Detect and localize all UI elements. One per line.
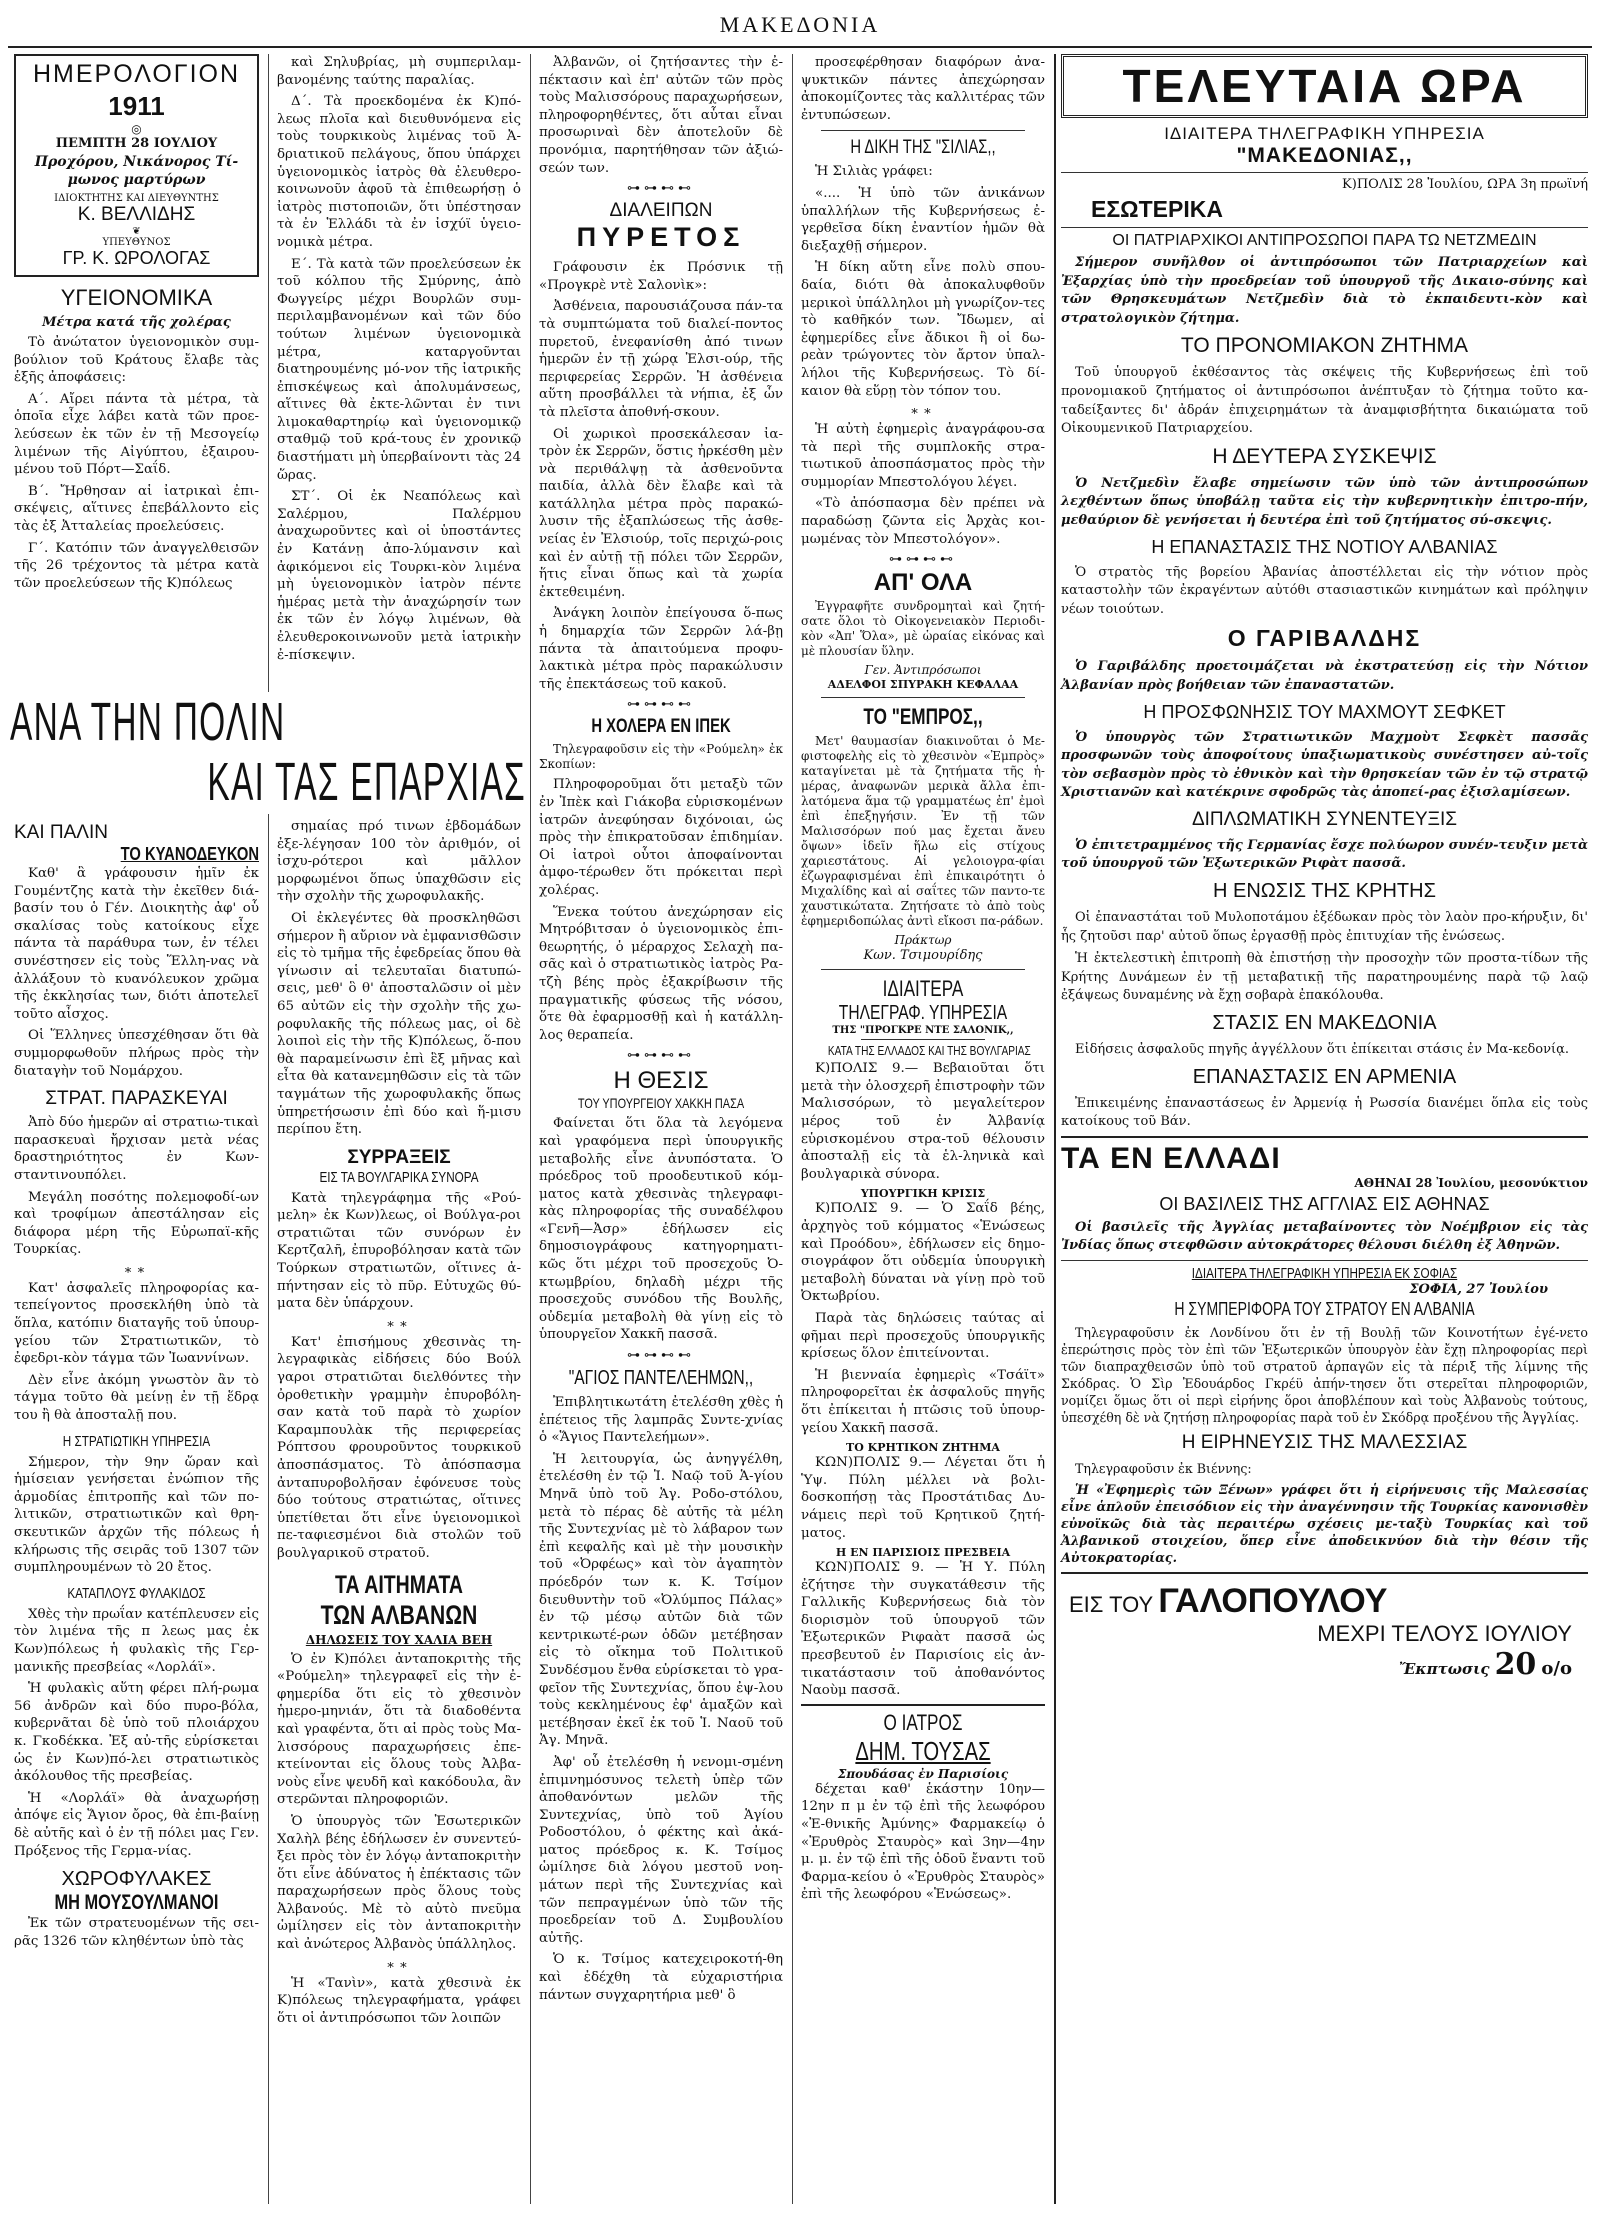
masthead-title: ΜΑΚΕΔΟΝΙΑ <box>719 12 881 37</box>
paragraph: Καθ' ἃ γράφουσιν ἡμῖν ἐκ Γουμέντζης κατὰ τὴν ἐκεῖθεν διά-βασίν του ὁ Γέν. Διοικητὴς ἀφ' οὗ σκαλίσας τοὺς κατοίκους εἶχε πάντα τὰ παράθυρα των, ἐν τέλει συνέστησεν εἰς τοὺς Ἕλλη-νας νὰ ἀλλάξουν τὸ κυανόλευκον χρῶμα τῆς ἐκκλησίας των, διότι ἀποτελεῖ τοῦτο αἶσχος. <box>14 866 259 1022</box>
city-headline-line2: ΚΑΙ ΤΑΣ ΕΠΑΡΧΙΑΣ <box>207 752 526 812</box>
health-title: ΥΓΕΙΟΝΟΜΙΚΑ <box>60 285 213 310</box>
doctor-section <box>801 1710 1045 1904</box>
divider-rule <box>1061 1136 1588 1138</box>
divider-rule <box>1061 1260 1588 1261</box>
idiaitera-title3: ΤΗΣ "ΠΡΟΓΚΡΕ ΝΤΕ ΣΑΛΟΝΙΚ,, <box>832 1025 1014 1037</box>
paragraph: Κατ' ἀσφαλεῖς πληροφορίας κα-τεπείγοντος προσεκλήθη ὑπὸ τὰ ὅπλα, κατόπιν διαταγῆς τοῦ ὑπουρ-γείου τῶν Στρατιωτικῶν, τὸ ἐφεδρι-κὸν τάγμα τῶν Ἰωαννίνων. <box>14 1280 259 1367</box>
fever-section <box>539 200 783 693</box>
gendarmes-title2: ΜΗ ΜΟΥΣΟΥΛΜΑΝΟΙ <box>54 1891 219 1915</box>
idiaitera-title2: ΤΗΛΕΓΡΑΦ. ΥΠΗΡΕΣΙΑ <box>838 1002 1008 1025</box>
ship-section <box>14 1585 259 1860</box>
paragraph: Δὲν εἶνε ἀκόμη γνωστὸν ἂν τὸ τάγμα τοῦτο θὰ μείνῃ ἐν τῇ ἕδρᾳ του ἢ θὰ ἀποσταλῇ που. <box>14 1372 259 1424</box>
malessia-title: Η ΕΙΡΗΝΕΥΣΙΣ ΤΗΣ ΜΑΛΕΣΣΙΑΣ <box>1181 1432 1468 1453</box>
paragraph: Ἡ δίκη αὕτη εἶνε πολὺ σπου-δαία, διότι θὰ ἀποκαλυφθοῦν μερικοὶ ὑπάλληλοι μὴ γνωρίζον-τες τὸ καθῆκόν των. Ἴδωμεν, αἱ ἐφημερίδες εἶνε ἄδικοι ἢ οἱ δω-ρεὰν τρώγοντες τὸν ἄρτον ὑπαλ-λήλοι τῆς Κυβερνήσεως. Τὸ δί-καιον θὰ εὕρῃ τὸν τόπον του. <box>801 260 1045 399</box>
paragraph: δέχεται καθ' ἑκάστην 10ην—12ην π μ ἐν τῷ ἐπὶ τῆς λεωφόρου «Ἐ-θνικῆς Ἀμύνης» Φαρμακείῳ ὁ «Ἐρυθρὸς Σταυρὸς» καὶ 3ην—4ην μ. μ. ἐν τῷ ἐπὶ τῆς ὁδοῦ ἔναντι τοῦ Φαρμα-κείου ὁ «Ἐρυθρὸς Σταυρὸς» ἐπὶ τῆς λεωφόρου «Ἑνώσεως». <box>801 1781 1045 1903</box>
column-3 <box>533 54 789 2204</box>
armenia-section <box>1061 1066 1588 1132</box>
ad-line1a: ΕΙΣ ΤΟΥ <box>1069 1592 1154 1617</box>
paraskevai-section <box>14 1088 259 1425</box>
doctor-sub: Σπουδάσας ἐν Παρισίοις <box>837 1766 1009 1781</box>
paragraph: Χθὲς τὴν πρωΐαν κατέπλευσεν εἰς τὸν λιμένα τῆς π λεως μας ἐκ Κων)πόλεως ἡ φυλακὶς τῆς Γερ-μανικῆς πρεσβείας «Λορλάϊ». <box>14 1606 259 1675</box>
paragraph: Ὁ ἐπιτετραμμένος τῆς Γερμανίας ἔσχε πολύωρον συνέν-τευξιν μετὰ τοῦ ὑπουργοῦ τῶν Ἐξωτερικῶν Ριφὰτ πασσᾶ. <box>1061 837 1588 872</box>
ad-line3c: ο/ο <box>1541 1658 1572 1679</box>
agent-label: Γεν. Ἀντιπρόσωποι <box>864 663 982 678</box>
paragraph: Α΄. Αἴρει πάντα τὰ μέτρα, τὰ ὁποῖα εἶχε λάβει κατὰ τῶν προε-λεύσεων ἐκ τῶν ἐν τῇ Μεσογείῳ λιμένων τῆς Αἰγύπτου, ἐξαιρου-μένου τοῦ Πόρτ—Σαΐδ. <box>14 391 259 478</box>
divider-rule <box>821 130 1025 131</box>
paragraph: Κ)ΠΟΛΙΣ 9.— Βεβαιοῦται ὅτι μετὰ τὴν ὁλοσχερῆ ἐπιστροφὴν τῶν Μαλισσόρων, τὸ μεγαλείτερον μέρος τοῦ ἐν Ἀλβανίᾳ εὑρισκομένου στρα-τοῦ θέλουσιν ἀποσταλῇ εἰς τὰ ἑλ-ληνικὰ καὶ βουλγαρικὰ σύνορα. <box>801 1061 1045 1182</box>
gendarmes-title1: ΧΩΡΟΦΥΛΑΚΕΣ <box>61 1868 212 1891</box>
idiaitera-sub4: Η ΕΝ ΠΑΡΙΣΙΟΙΣ ΠΡΕΣΒΕΙΑ <box>835 1546 1011 1560</box>
paragraph: Δ΄. Τὰ προεκδομένα ἐκ Κ)πό-λεως πλοῖα καὶ διευθυνόμενα εἰς τοὺς τουρκικοὺς λιμένας τοῦ Ἀ-δριατικοῦ πελάγους, ὅπου ὑπάρχει ὑγειονομικὸς ἰατρὸς θὰ ἐλευθερο-κοινωνοῦν ἀφοῦ τὰ ἐπιθεωρήσῃ ὁ ἰατρὸς πιστοποιῶν, ὅτι ὑπέστησαν τὰ ἐν Ἑλλάδι τὰ ἐν ἰσχύϊ ὑγειο-νομικὰ μέτρα. <box>277 94 521 250</box>
last-hour-title: ΤΕΛΕΥΤΑΙΑ ΩΡΑ <box>1122 60 1527 112</box>
ornament-icon: ∗∗ <box>123 1262 150 1278</box>
greece-sub: ΟΙ ΒΑΣΙΛΕΙΣ ΤΗΣ ΑΓΓΛΙΑΣ ΕΙΣ ΑΘΗΝΑΣ <box>1159 1193 1490 1214</box>
panteleimon-section <box>539 1367 783 2004</box>
ad-line1 <box>1069 1582 1580 1621</box>
sofia-title: ΙΔΙΑΙΤΕΡΑ ΤΗΛΕΓΡΑΦΙΚΗ ΥΠΗΡΕΣΙΑ ΕΚ ΣΟΦΙΑΣ <box>1191 1265 1458 1282</box>
ad-line3a: Ἔκπτωσις <box>1399 1660 1490 1678</box>
calendar-ornament-icon: ◎ <box>131 122 142 136</box>
paragraph: Ὁ στρατὸς τῆς βορείου Ἀβανίας ἀποστέλλεται εἰς τὴν νότιον πρὸς καταστολὴν τῶν ἐκραγέντων αὐτόθι στασιαστικῶν κινημάτων καὶ πρόληψιν νέων τοιούτων. <box>1061 564 1588 617</box>
paragraph: Ἀφ' οὗ ἐτελέσθη ἡ νενομι-σμένη ἐπιμνημόσυνος τελετὴ ὑπὲρ τῶν ἀποθανόντων μελῶν τῆς Συντεχνίας, ὑπὸ τοῦ Ἁγίου Ροδοστόλου, ὁ φέκτης καὶ ἀκά-ματος πρόεδρος κ. Κ. Τσίμος ὡμίλησε διὰ λόγου μεστοῦ νοη-μάτων περὶ τῆς Συντεχνίας καὶ τῶν πεπραγμένων ὑπὸ τῶν τῆς προεδρείαν τοῦ Δ. Συμβουλίου αὐτῆς. <box>539 1754 783 1946</box>
paragraph: ΚΩΝ)ΠΟΛΙΣ 9. — Ἡ Υ. Πύλη ἐζήτησε τὴν συγκατάθεσιν τῆς Γαλλικῆς Κυβερνήσεως διὰ τὸν διορισμὸν τοῦ ὑπουργοῦ τῶν Ἐξωτερικῶν Ριφαὰτ πασσᾶ ὡς πρεσβευτοῦ ἐν Παρισίοις εἰς ἀν-τικατάστασιν τοῦ ἀποθανόντος Ναοὺμ πασσᾶ. <box>801 1560 1045 1699</box>
paragraph: Ἕνεκα τούτου ἀνεχώρησαν εἰς Μητρόβιτσαν ὁ ὑγειονομικὸς ἐπι-θεωρητής, ὁ μέραρχος Σελαχὴ πα-σᾶς καὶ ὁ στρατιωτικὸς ἰατρὸς Ρα-τζὴ βέης πρὸς ἐξακρίβωσιν τῆς πραγματικῆς φύσεως τῆς νόσου, ὅτε θὰ ἐφαρμοσθῇ καὶ ἡ κατάλλη-λος θεραπεία. <box>539 904 783 1043</box>
second-title: Η ΔΕΥΤΕΡΑ ΣΥΣΚΕΨΙΣ <box>1212 444 1437 468</box>
kyanodeyk-section <box>14 822 259 1080</box>
advertisement <box>1061 1580 1588 1684</box>
mahmut-section <box>1061 702 1588 803</box>
thesis-title2: ΤΟΥ ΥΠΟΥΡΓΕΙΟΥ ΧΑΚΚΗ ΠΑΣΑ <box>577 1095 745 1112</box>
esoterika-title: ΕΣΩΤΕΡΙΚΑ <box>1091 196 1223 222</box>
paragraph: Σήμερον, τὴν 9ην ὥραν καὶ ἡμίσειαν γενήσεται ἐνώπιον τῆς ἁρμοδίας ἐπιτροπῆς καὶ τῶν πο-λιτικῶν, στρατιωτικῶν καὶ θρη-σκευτικῶν ἀρχῶν τῆς πόλεως ἡ κλήρωσις τῆς σειρᾶς τοῦ 1307 τῶν συμπληρουμένων τὸ 20 ἔτος. <box>14 1454 259 1576</box>
clash-title2: ΕΙΣ ΤΑ ΒΟΥΛΓΑΡΙΚΑ ΣΥΝΟΡΑ <box>319 1168 479 1186</box>
column-divider <box>268 54 269 2204</box>
divider-rule <box>1061 172 1588 173</box>
masthead <box>0 0 1600 42</box>
armenia-title: ΕΠΑΝΑΣΤΑΣΙΣ ΕΝ ΑΡΜΕΝΙΑ <box>1192 1065 1457 1088</box>
cholera-title: Η ΧΟΛΕΡΑ ΕΝ ΙΠΕΚ <box>591 716 731 738</box>
telegraph-service-name: "ΜΑΚΕΔΟΝΙΑΣ,, <box>1236 144 1413 167</box>
paragraph: Τοῦ ὑπουργοῦ ἐκθέσαντος τὰς σκέψεις τῆς Κυβερνήσεως ἐπὶ τοῦ προνομιακοῦ ζητήματος οἱ ἀντιπρόσωποι ἀνέπτυξαν τὸ ζήτημα τοῦτο κα-ταδείξαντες δι' ἀδράν ἐπιχειρημάτων τὰ ἀναμφισβήτητα δικαιώματα τοῦ Οἰκουμενικοῦ Πατριαρχείου. <box>1061 365 1588 437</box>
divider-rule <box>821 969 1025 970</box>
garibaldi-section <box>1061 625 1588 695</box>
calendar-title: ΗΜΕΡΟΛΟΓΙΟΝ <box>32 60 241 88</box>
empros-title: ΤΟ "ΕΜΠΡΟΣ,, <box>863 704 983 730</box>
garibaldi-title: Ο ΓΑΡΙΒΑΛΔΗΣ <box>1227 625 1422 652</box>
fever-title1: ΔΙΑΛΕΙΠΩΝ <box>609 200 713 222</box>
greece-dateline: ΑΘΗΝΑΙ 28 Ἰουλίου, μεσονύκτιον <box>1354 1175 1588 1190</box>
gendarmes-section <box>14 1868 259 1950</box>
paragraph: Ἀνάγκη λοιπὸν ἐπείγουσα ὅ-πως ἡ δημαρχία τῶν Σερρῶν λά-βῃ πάντα τὰ ἀπαιτούμενα προφυ-λακτικὰ μέτρα πρὸς παρακώλυσιν τῆς ἐπεκτάσεως τοῦ κακοῦ. <box>539 606 783 692</box>
silias-section <box>801 137 1045 548</box>
ornament-icon: ⊶⊶⊷⊷ <box>627 181 695 197</box>
paragraph: Οἱ ἐκλεγέντες θὰ προσκληθῶσι σήμερον ἢ αὔριον νὰ ἐμφανισθῶσιν εἰς τὸ τμῆμα τῆς ἐφεδρείας ὅπου θὰ γίνωσιν αἱ τελευταῖαι διατυπώ-σεις, μεθ' ὃ θ' ἀποσταλῶσιν οἱ μὲν 65 αὐτῶν εἰς τὴν σχολὴν τῆς χω-ροφυλακῆς τῆς πόλεως μας, οἱ δὲ λοιποὶ εἰς τὴν τῆς Κ)πόλεως, ὅ-που θὰ παραμείνωσιν ἐπὶ ἓξ μῆνας καὶ εἶτα θὰ κατανεμηθῶσιν εἰς τὰ τῶν ταγμάτων τῆς χωροφυλακῆς ὅπως ὑπηρετήσωσιν ἐπὶ δύο καὶ ἥ-μισυ περίπου ἔτη. <box>277 910 521 1138</box>
paragraph: Ἡ Σιλιὰς γράφει: <box>815 164 933 180</box>
paragraph: Οἱ Ἕλληνες ὑπεσχέθησαν ὅτι θὰ συμμορφωθοῦν πλήρως πρὸς τὴν διαταγὴν τοῦ Νομάρχου. <box>14 1028 259 1079</box>
last-hour-box <box>1061 54 1588 118</box>
paragraph: Ἡ βιενναία ἐφημερὶς «Τσάϊτ» πληροφορεῖται ἐκ ἀσφαλοῦς πηγῆς ὅτι ἐπίκειται ἡ πτῶσις τοῦ ὑπουρ-γείου Χακκῆ πασσᾶ. <box>801 1367 1045 1436</box>
editor-name: ΓΡ. Κ. ΩΡΟΛΟΓΑΣ <box>62 248 211 268</box>
divider-rule <box>1061 1572 1588 1574</box>
health-section <box>14 285 259 592</box>
demands-title1: ΤΑ ΑΙΤΗΜΑΤΑ <box>335 1570 463 1599</box>
column-1-lower <box>8 818 265 2204</box>
paragraph: Εἰδήσεις ἀσφαλοῦς πηγῆς ἀγγέλλουν ὅτι ἐπίκειται στάσις ἐν Μα-κεδονίᾳ. <box>1075 1042 1570 1058</box>
idiaitera-sub3: ΤΟ ΚΡΗΤΙΚΟΝ ΖΗΤΗΜΑ <box>846 1441 1000 1455</box>
paragraph: Φαίνεται ὅτι ὅλα τὰ λεγόμενα καὶ γραφόμενα περὶ ὑπουργικῆς μεταβολῆς εἶνε ἀνυπόστατα. Ὁ πρόεδρος τοῦ προοδευτικοῦ κόμ-ματος κατὰ χθεσινὰς τηλεγραφι-κὰς πληροφορίας τῆς συναδέλφου «Γενῆ—Ἀσρ» ἐδήλωσεν εἰς δημοσιογράφους κατηγορηματι-κῶς ὅτι μέχρι τοῦ προσεχοῦς Ὀ-κτωμβρίου, δηλαδὴ μέχρι τῆς προσεχοῦς συνόδου τῆς Βουλῆς, οὐδεμία μεταβολὴ θὰ γίνῃ εἰς τὸ ὑπουργεῖον Χακκῆ πασσᾶ. <box>539 1116 783 1343</box>
calendar-date: ΠΕΜΠΤΗ 28 ΙΟΥΛΙΟΥ <box>55 136 218 151</box>
column-2 <box>271 54 527 690</box>
paragraph: Ὁ ἐν Κ)πόλει ἀνταποκριτὴς τῆς «Ρούμελη» τηλεγραφεῖ εἰς τὴν ἐ-φημερίδα ὅτι εἰς τὸ χθεσινὸν ἡμερο-μηνιάν, ὅτι τὰ διαδοθέντα καὶ γραφέντα, ὅτι αἱ πρὸς τοὺς Μα-λισσόρους παραχωρήσεις ἐπε-κτείνονται εἰς ὅλους τοὺς Ἀλβα-νοὺς εἶνε ψευδῆ καὶ κακόδουλα, ἂν στερῶνται πληροφοριῶν. <box>277 1651 521 1808</box>
second-section <box>1061 445 1588 531</box>
masthead-rule <box>8 46 1592 48</box>
idiaitera-title1: ΙΔΙΑΙΤΕΡΑ <box>882 976 964 1002</box>
paragraph: Τηλεγραφοῦσιν ἐκ Βιέννης: <box>1075 1461 1252 1476</box>
divider-rule <box>801 1704 1045 1706</box>
kyanodeyk-title2: ΤΟ ΚΥΑΝΟΔΕΥΚΟΝ <box>120 844 259 864</box>
calendar-saints: Προχόρου, Νικάνορος Τί-μωνος μαρτύρων <box>34 154 239 188</box>
column-divider <box>1054 54 1056 2204</box>
ship-title: ΚΑΤΑΠΛΟΥΣ ΦΥΛΑΚΙΔΟΣ <box>67 1584 206 1602</box>
privilege-section <box>1061 334 1588 438</box>
paragraph: Ἡ λειτουργία, ὡς ἀνηγγέλθη, ἐτελέσθη ἐν τῷ Ἱ. Ναῷ τοῦ Ἁ-γίου Μηνᾶ ὑπὸ τοῦ Ἁγ. Ροδο-στόλου, μετὰ τὸ πέρας δὲ αὐτῆς τὰ μέλη τῆς Συντεχνίας μὲ τὸ λάβαρον των ἐπὶ κεφαλῆς καὶ μὲ τὴν μουσικὴν τοῦ «Ὀρφέως» καὶ τὸν ἀγαπητὸν πρόεδρόν των κ. Κ. Τσίμον διευθυντὴν τοῦ «Ὀλύμπος Πάλας» ἐν τῷ μέσῳ αὐτῶν διὰ τῶν κεντρικωτέ-ρων ὁδῶν μετέβησαν εἰς τὸ οἴκημα τοῦ Πολιτικοῦ Συνδέσμου ἔνθα εὑρίσκεται τὸ γρα-φεῖον τῆς Συντεχνίας, ὅπου ἐψ-λου τοὺς κεκλημένους ἐφ' ἁμαξῶν καὶ μετέβησαν ἐκεῖ ἐκ τοῦ Ἱ. Ναοῦ τοῦ Ἁγ. Μηνᾶ. <box>539 1451 783 1749</box>
paragraph: Ἀσθένεια, παρουσιάζουσα πάν-τα τὰ συμπτώματα τοῦ διαλεί-ποντος πυρετοῦ, ἐνεφανίσθη ἀπό τινων ἡμερῶν ἐν τῇ χώρᾳ Ἐλσι-ούρ, τῆς περιφερείας Σερρῶν. Ἡ ἀσθένεια αὕτη προσβάλλει τὰ νήπια, ἐξ ὧν τὰ πλεῖστα ἀποθνή-σκουν. <box>539 299 783 420</box>
paragraph: Ἐπικειμένης ἐπαναστάσεως ἐν Ἀρμενίᾳ ἡ Ρωσσία διανέμει ὅπλα εἰς τοὺς κατοίκους τοῦ Βάν. <box>1061 1095 1588 1130</box>
sofia-dateline: ΣΟΦΙΑ, 27 Ἰουλίου <box>1409 1282 1548 1297</box>
paragraph: ΣΤ΄. Οἱ ἐκ Νεαπόλεως καὶ Σαλέρμου, Παλέρμου ἀναχωροῦντες καὶ οἱ ὑποστάντες ἐν Κατάνῃ ἀπο-λύμανσιν καὶ ἀφικόμενοι εἰς Τουρκι-κὸν λιμένα μὴ ὑγειονομικὸν ἰατρὸν πέντε ἡμέρας μετὰ τὴν ἀναχώρησίν των ἐκ τῶν ἐν λόγῳ λιμένων, θὰ ἐλευθεροκοινωνοῦν μετὰ ἰατρικὴν ἐ-πίσκεψιν. <box>277 489 521 663</box>
divider-rule <box>821 697 1025 698</box>
demands-title3: ΔΗΛΩΣΕΙΣ ΤΟΥ ΧΑΛΙΑ ΒΕΗ <box>305 1632 493 1647</box>
paragraph: Οἱ χωρικοὶ προσεκάλεσαν ἰα-τρὸν ἐκ Σερρῶν, ὅστις ἠρκέσθη μὲν νὰ περιθάλψῃ τὰ ἀσθενοῦντα παιδία, ἀλλὰ δὲν ἔλαβε καὶ τὰ κατάλληλα μέτρα πρὸς παρακώ-λυσιν τῆς ἐξαπλώσεως τῆς ἀσθε-νείας ἐν Ἐλσιούρ, τοῖς περιχώ-ροις καὶ ἐν αὐτῇ τῇ πόλει τῶν Σερρῶν, ἥτις εἶναι ὅπως καὶ τὰ χωρία ἐκτεθειμένη. <box>539 426 783 600</box>
paragraph: Ἡ «Ἐφημερὶς τῶν Ξένων» γράφει ὅτι ἡ εἰρήνευσις τῆς Μαλεσσίας εἶνε ἁπλοῦν ἐπεισόδιον εἰς τὴν ἀναγέννησιν τῆς Τουρκίας κανονισθὲν εὐνοϊκῶς διὰ τὰς περαιτέρω σχέσεις με-ταξὺ Τουρκίας καὶ τοῦ Ἀλβανικοῦ στοιχείου, ὅπερ εἶνε ἀποδεικνύον διὰ τὴν θέσιν τῆς Αὐτοκρατορίας. <box>1061 1482 1588 1565</box>
apola-section <box>801 569 1045 691</box>
ad-line3 <box>1069 1647 1572 1682</box>
idiaitera-sub: ΚΑΤΑ ΤΗΣ ΕΛΛΑΔΟΣ ΚΑΙ ΤΗΣ ΒΟΥΛΓΑΡΙΑΣ <box>827 1043 1031 1059</box>
greece-title: ΤΑ ΕΝ ΕΛΛΑΔΙ <box>1061 1141 1281 1175</box>
paragraph: Ἐκ τῶν στρατευομένων τῆς σει-ρᾶς 1326 τῶν κληθέντων ὑπὸ τὰς <box>14 1916 259 1949</box>
patriarch-title: ΟΙ ΠΑΤΡΙΑΡΧΙΚΟΙ ΑΝΤΙΠΡΟΣΩΠΟΙ ΠΑΡΑ ΤΩ ΝΕΤΖΜΕΔΙΝ <box>1112 232 1537 249</box>
paragraph: Ἐγγραφῆτε συνδρομηταὶ καὶ ζητή-σατε ὅλοι τὸ Οἰκογενειακὸν Περιοδι-κὸν «Ἀπ' Ὅλα», μὲ ὡραίας εἰκόνας καὶ μὲ πλουσίαν ὕλην. <box>801 599 1045 659</box>
paragraph: Τηλεγραφοῦσιν ἐκ Λονδίνου ὅτι ἐν τῇ Βουλῇ τῶν Κοινοτήτων ἐγέ-νετο ἐπερώτησις πρὸς τὸν ἐπὶ τῶν Ἐξωτερικῶν ὑπουργὸν ἐὰν ἔχῃ πληροφορίας περὶ τῶν διαπραχθεισῶν ὑπὸ τοῦ στρατοῦ ἁρπαγῶν εἰς τὰ πέριξ τῆς λίμνης τῆς Σκόδρας. Ὁ Σὶρ Ἐδουάρδος Γκρέϋ ἀπήν-τησεν ὅτι στερεῖται πληροφοριῶν, νομίζει ὅμως ὅτι οἱ περὶ εἰρήνης ὅροι ἀποβλέπουν καὶ τοὺς Ἀλβανοὺς τούτους, ὑπεσχέθη δὲ νὰ ζητήσῃ πληροφορίας παρὰ τοῦ ἐν Σκόδρᾳ προξένου τῆς Ἀγγλίας. <box>1061 1325 1588 1425</box>
doctor-title1: Ο ΙΑΤΡΟΣ <box>883 1709 963 1735</box>
paragraph: Γ΄. Κατόπιν τῶν ἀναγγελθεισῶν τῆς 26 τρέχοντος τὰ μέτρα κατὰ τῶν προελεύσεων τῆς Κ)πόλεως <box>14 540 259 591</box>
paragraph: Β΄. Ἤρθησαν αἱ ἰατρικαὶ ἐπι-σκέψεις, αἵτινες ἐπεβάλλοντο εἰς τὰς ἐξ Ἀτταλείας προελεύσεις. <box>14 483 259 534</box>
owner-name: Κ. ΒΕΛΛΙΔΗΣ <box>77 204 196 225</box>
diplomatic-section <box>1061 809 1588 874</box>
demands-title2: ΤΩΝ ΑΛΒΑΝΩΝ <box>320 1599 478 1630</box>
idiaitera-section <box>801 976 1045 1700</box>
crete-section <box>1061 880 1588 1006</box>
paragraph: Γράφουσιν ἐκ Πρόσνικ τῇ «Προγκρὲ ντὲ Σαλονὶκ»: <box>539 260 783 293</box>
demands-section <box>277 1571 521 2028</box>
column-divider <box>792 54 793 2204</box>
panteleimon-title: "ΑΓΙΟΣ ΠΑΝΤΕΛΕΗΜΩΝ,, <box>568 1367 754 1390</box>
ornament-icon: ❦ <box>132 226 141 237</box>
albania-section <box>1061 537 1588 620</box>
paragraph: Κατ' ἐπισήμους χθεσινὰς τη-λεγραφικὰς εἰδήσεις δύο Βούλ γαροι στρατιῶται διελθόντες τὴν ὀροθετικὴν γραμμὴν ἐπυροβόλη-σαν κατὰ τοῦ παρὰ τὸ χωρίον Καραμπουλὰκ τῆς περιφερείας Ρόπτσου φρουροῦντος τουρκικοῦ ἀποσπάσματος. Τὸ ἀπόσπασμα ἀνταπυροβολῆσαν ἐφόνευσε τοὺς δύο τούτους στρατιώτας, οἵτινες ὑπετίθεται ὅτι εἶνε ὑγειονομικοὶ πε-ταφιεσμένοι διὰ στολῶν τοῦ βουλγαρικοῦ στρατοῦ. <box>277 1334 521 1561</box>
clash-title1: ΣΥΡΡΑΞΕΙΣ <box>347 1146 451 1168</box>
paragraph: Ἡ φυλακὶς αὕτη φέρει πλή-ρωμα 56 ἀνδρῶν καὶ δύο πυρο-βόλα, κυβερνᾶται δὲ ὑπὸ τοῦ πλοιάρχου κ. Γκοδέκκα. Ἐξ αὐ-τῆς εὑρίσκεται ὡς ἐν Κων)πό-λει στρατιωτικὸς ἀκόλουθος τῆς πρεσβείας. <box>14 1681 259 1785</box>
paragraph: Ἡ αὐτὴ ἐφημερὶς ἀναγράφου-σα τὰ περὶ τῆς συμπλοκῆς στρα-τιωτικοῦ ἀποσπάσματος πρὸς τὴν συμμορίαν Μπεστολόγου λέγει. <box>801 422 1045 490</box>
paraskevai-title: ΣΤΡΑΤ. ΠΑΡΑΣΚΕΥΑΙ <box>45 1088 228 1110</box>
doctor-title2: ΔΗΜ. ΤΟΥΣΑΣ <box>855 1735 991 1766</box>
paragraph: Ἡ «Τανὶν», κατὰ χθεσινὰ ἐκ Κ)πόλεως τηλεγραφήματα, γράφει ὅτι οἱ ἀντιπρόσωποι τῶν λοιπῶν <box>277 1975 521 2026</box>
fever-title2: ΠΥΡΕΤΟΣ <box>576 222 746 253</box>
paragraph: Ἀλβανῶν, οἱ ζητήσαντες τὴν ἐ-πέκτασιν καὶ ἐπ' αὐτῶν τῶν πρὸς τοὺς Μαλισσόρους παραχωρήσεων, πληροφορηθέντες, ὅτι αὗται εἶναι προσωριναὶ δὲν ἀποτελοῦν δὲ προνόμια, παρητήθησαν τῶν ἀξιώ-σεών των. <box>539 55 783 176</box>
paragraph: Ὁ ὑπουργὸς τῶν Ἐσωτερικῶν Χαλὴλ βέης ἐδήλωσεν ἐν συνεντεύ-ξει πρὸς τὸν ἐν λόγῳ ἀνταποκριτὴν ὅτι εἶνε ἀδύνατος ἡ ἐπέκτασις τῶν παραχωρήσεων πρὸς ὅλους τοὺς Ἀλβανούς. Μὲ τὸ αὐτὸ πνεῦμα ὡμίλησεν εἰς τὸν ἀνταποκριτὴν καὶ ἀνώτερος Ἀλβανὸς ὑπάλληλος. <box>277 1813 521 1953</box>
mahmut-title: Η ΠΡΟΣΦΩΝΗΣΙΣ ΤΟΥ ΜΑΧΜΟΥΤ ΣΕΦΚΕΤ <box>1143 701 1506 722</box>
calendar-box <box>14 54 259 277</box>
paragraph: Κ)ΠΟΛΙΣ 9. — Ὁ Σαΐδ βέης, ἀρχηγὸς τοῦ κόμματος «Ἑνώσεως καὶ Προόδου», ἐδήλωσεν εἰς δημο-σιογράφον ὅτι οὐδεμία ὑπουργικὴ μεταβολὴ δύναται νὰ γίνῃ πρὸ τοῦ Ὀκτωβρίου. <box>801 1201 1045 1305</box>
paragraph: Ἐπιβλητικωτάτη ἐτελέσθη χθὲς ἡ ἑπέτειος τῆς λαμπρᾶς Συντε-χνίας ὁ «Ἅγιος Παντελεήμων». <box>539 1395 783 1446</box>
clash-section <box>277 1147 521 1563</box>
paragraph: Ἡ «Λορλάϊ» θὰ ἀναχωρήσῃ ἀπόψε εἰς Ἅγιον ὄρος, θὰ ἐπι-βαίνῃ δὲ αὐτῆς καὶ ὁ ἐν τῇ πόλει μας Γεν. Πρόξενος τῆς Γερμα-νίας. <box>14 1790 259 1859</box>
paragraph: Ε΄. Τὰ κατὰ τῶν προελεύσεων ἐκ τοῦ κόλπου τῆς Σμύρνης, ἀπὸ Φωγγείρς μέχρι Βουρλῶν συμ-περιλαμβανομένων καὶ τῶν δύο τούτων λιμένων ὑγειονομικὰ μέτρα, καταργοῦνται διατηρουμένης μό-νον τῆς ἰατρικῆς ἐπισκέψεως καὶ ἀπολυμάνσεως, αἵτινες θὰ ἐκτε-λῶνται ἐν τινι λιμοκαθαρτηρίῳ καὶ ὑγειονομικῷ σταθμῷ τοῦ κρά-τους ἐν χρονικῷ διαστήματι μὴ ὑπερβαίνοντι τὰς 24 ὥρας. <box>277 256 521 483</box>
paragraph: Οἱ ἐπαναστάται τοῦ Μυλοποτάμου ἐξέδωκαν πρὸς τὸν λαὸν προ-κήρυξιν, δι' ἧς ζητοῦσι παρ' αὐτοῦ ὅπως ἐργασθῇ πρὸς ἐπιτυχίαν τῆς ἑνώσεως. <box>1061 910 1588 944</box>
albania-title: Η ΕΠΑΝΑΣΤΑΣΙΣ ΤΗΣ ΝΟΤΙΟΥ ΑΛΒΑΝΙΑΣ <box>1151 536 1498 557</box>
ad-line3b: 20 <box>1494 1647 1537 1682</box>
kyanodeyk-title1: ΚΑΙ ΠΑΛΙΝ <box>14 822 108 843</box>
malessia-section <box>1061 1432 1588 1566</box>
paragraph: προσεφέρθησαν διαφόρων ἀνα-ψυκτικῶν πάντες ἀπεχώρησαν ἀποκομίζοντες τὰς καλλιτέρας τῶν ἐντυπώσεων. <box>801 55 1045 123</box>
diplomatic-title: ΔΙΠΛΩΜΑΤΙΚΗ ΣΥΝΕΝΤΕΥΞΙΣ <box>1191 808 1458 830</box>
column-2-lower <box>271 818 527 2204</box>
telegraph-service-title: ΙΔΙΑΙΤΕΡΑ ΤΗΛΕΓΡΑΦΙΚΗ ΥΠΗΡΕΣΙΑ <box>1164 124 1485 143</box>
crete-title: Η ΕΝΩΣΙΣ ΤΗΣ ΚΡΗΤΗΣ <box>1213 880 1436 903</box>
city-headline <box>8 692 526 814</box>
calendar-year: 1911 <box>108 91 165 121</box>
divider-rule <box>861 1039 985 1040</box>
paragraph: Ὁ Νετζμεδὶν ἔλαβε σημείωσιν τῶν ὑπὸ τῶν ἀντιπροσώπων λεχθέντων ὅπως ὑποβάλῃ ταῦτα εἰς τὴν κυβερνητικὴν ἐπιτρο-πήν, μεθαύριον δὲ γενήσεται ἡ δευτέρα ἐπὶ τοῦ ζητήματος σύ-σκεψις. <box>1061 475 1588 528</box>
paragraph: Παρὰ τὰς δηλώσεις ταύτας αἱ φῆμαι περὶ προσεχοῦς ὑπουργικῆς κρίσεως ὅλον ἐπιτείνονται. <box>801 1310 1045 1362</box>
city-headline-line1: ΑΝΑ ΤΗΝ ΠΟΛΙΝ <box>10 692 286 752</box>
service-title: Η ΣΤΡΑΤΙΩΤΙΚΗ ΥΠΗΡΕΣΙΑ <box>62 1432 211 1450</box>
paragraph: σημαίας πρό τινων ἑβδομάδων ἐξε-λέγησαν 100 τὸν ἀριθμόν, οἱ ἰσχυ-ρότεροι καὶ μᾶλλον μορφωμένοι ὅπως ὑπαχθῶσιν εἰς τὴν σχολὴν τῆς χωροφυλακῆς. <box>277 819 521 905</box>
paragraph: Ὁ ὑπουργὸς τῶν Στρατιωτικῶν Μαχμοὺτ Σεφκὲτ πασσᾶς προσφωνῶν τοὺς ἀποφοίτους ὑπαξιωματικοὺς συνέστησεν αὐ-τοῖς τὸν σεβασμὸν πρὸς τὸ ἐθνικὸν καὶ τὴν θρησκείαν τῶν ἐν τῷ στρατῷ Χριστιανῶν καὶ κατέκρινε σφοδρῶς τὰς ἀποπεί-ρας ἐξισλαμίσεων. <box>1061 729 1588 801</box>
sofia-sub: Η ΣΥΜΠΕΡΙΦΟΡΑ ΤΟΥ ΣΤΡΑΤΟΥ ΕΝ ΑΛΒΑΝΙΑ <box>1174 1299 1475 1319</box>
greece-section <box>1061 1142 1588 1256</box>
paragraph: «Τὸ ἀπόσπασμα δὲν πρέπει νὰ παραδώσῃ ζῶντα εἰς Ἀρχὰς κοι-μωμένας τὸν Μπεστολόγον». <box>801 496 1045 547</box>
thesis-title1: Η ΘΕΣΙΣ <box>613 1067 709 1095</box>
paragraph: Μεγάλη ποσότης πολεμοφοδί-ων καὶ τροφίμων ἀπεστάλησαν εἰς διάφορα μέρη τῆς Εὐρωπαϊ-κῆς Τουρκίας. <box>14 1189 259 1258</box>
publisher-label: Πράκτωρ <box>894 933 952 948</box>
column-4 <box>795 54 1051 2204</box>
ornament-icon: ⊶⊶⊷⊷ <box>627 697 695 713</box>
macedonia-section <box>1061 1012 1588 1060</box>
sofia-section <box>1061 1265 1588 1426</box>
ornament-icon: ⊶⊶⊷⊷ <box>627 1048 695 1064</box>
cholera-section <box>539 716 783 1044</box>
editor-label: ΥΠΕΥΘΥΝΟΣ <box>102 237 171 248</box>
publisher-name: Κων. Τσιμουρίδης <box>863 948 983 964</box>
paragraph: «.... Ἡ ὑπὸ τῶν ἀνικάνων ὑπαλλήλων τῆς Κυβερνήσεως ἐ-γερθεῖσα δίκη ἐναντίον ἡμῶν θὰ διεξαχθῇ σήμερον. <box>801 185 1045 254</box>
paragraph: Οἱ βασιλεῖς τῆς Ἀγγλίας μεταβαίνοντες τὸν Νοέμβριον εἰς τὰς Ἰνδίας ὅπως στεφθῶσιν αὐτοκράτορες θέλουσι διέλθη ἐξ Ἀθηνῶν. <box>1061 1219 1588 1254</box>
paragraph: Μετ' θαυμασίαν διακινοῦται ὁ Με-φιστοφελὴς εἰς τὸ χθεσινὸν «Ἐμπρὸς» καταγίνεται μὲ τὰ ζητήματα τῆς ἡ-μέρας, ἀναφωνῶν μερικὰ ἄλλα ἐπι-λατόμενα ἅμα τῷ γραμματέως ἐπ' ἐμοὶ ἐπὶ ἐπεξηγήσιν. Ἐν τῇ τῶν Μαλισσόρων πού μας ἔχεται ἄνευ ὄψων» ἰδεῖν ἥλω εἰς στίχους χαριεστάτους. Αἱ γελοιογρα-φίαι ἐζωγραφισμέναι ἐπὶ ἐπικαιρότητι ὁ Μιχαλίδης καὶ αἱ σαΐτες τῶν παντο-τε χαυστικώτατα. Ζητήσατε τὸ ἀπὸ τοὺς ἐφημεριδοπώλας ἀντὶ εἴκοσι πα-ράδων. <box>801 734 1045 929</box>
paragraph: ΚΩΝ)ΠΟΛΙΣ 9.— Λέγεται ὅτι ἡ Ὑψ. Πύλη μέλλει νὰ βολι-δοσκοπήσῃ τὰς Προστάτιδας Δυ-νάμεις περὶ τοῦ Κρητικοῦ ζητή-ματος. <box>801 1455 1045 1541</box>
empros-section <box>801 704 1045 963</box>
paragraph: Ἡ ἐκτελεστικὴ ἐπιτροπὴ θὰ ἐπιστήσῃ τὴν προσοχὴν τῶν προστα-τίδων τῆς Κρήτης Δυνάμεων ἐν τῇ μεταβατικῇ τῆς παρατηρουμένης παρὰ τῷ λαῷ ἐξάψεως δυναμένης νὰ ἔχῃ σοβαρὰ ἐπακόλουθα. <box>1061 951 1588 1004</box>
paragraph: Τὸ ἀνώτατον ὑγειονομικὸν συμ-βούλιον τοῦ Κράτους ἔλαβε τὰς ἑξῆς ἀποφάσεις: <box>14 335 259 386</box>
paragraph: Σήμερον συνῆλθον οἱ ἀντιπρόσωποι τῶν Πατριαρχείων καὶ Ἐξαρχίας ὑπὸ τὴν προεδρείαν τοῦ ὑπουργοῦ τῆς Δικαιο-σύνης καὶ τῶν Θρησκευμάτων Νετζμεδὶν διὰ τὸ ἐκπαιδευτι-κὸν καὶ στρατολογικὸν ζήτημα. <box>1061 255 1588 326</box>
ad-line2: ΜΕΧΡΙ ΤΕΛΟΥΣ ΙΟΥΛΙΟΥ <box>1317 1621 1572 1646</box>
dateline: Κ)ΠΟΛΙΣ 28 Ἰουλίου, ΩΡΑ 3η πρωϊνή <box>1342 177 1588 192</box>
paragraph: Κατὰ τηλεγράφημα τῆς «Ρού-μελη» ἐκ Κων)λεως, οἱ Βούλγα-ροι στρατιῶται τῶν συνόρων ἐν Κερτζαλῆ, ἐπυροβόλησαν κατὰ τῶν Τούρκων στρατιωτῶν, οἵτινες ἀ-πήντησαν εἰς τὸ πῦρ. Εὐτυχῶς θύ-ματα δὲν ὑπάρχουν. <box>277 1190 521 1312</box>
thesis-section <box>539 1067 783 1344</box>
paragraph: Ἀπὸ δύο ἡμερῶν αἱ στρατιω-τικαὶ παρασκευαὶ ἤρχισαν μετὰ νέας δραστηριότητος ἐν Κων-σταντινουπόλει. <box>14 1115 259 1183</box>
ornament-icon: ⊶⊶⊷⊷ <box>889 552 957 568</box>
divider-rule <box>1061 227 1588 228</box>
macedonia-title: ΣΤΑΣΙΣ ΕΝ ΜΑΚΕΔΟΝΙΑ <box>1212 1012 1437 1035</box>
paragraph: Πληροφοροῦμαι ὅτι μεταξὺ τῶν ἐν Ἰπὲκ καὶ Γιάκοβα εὑρισκομένων ἰατρῶν ἀνεφύησαν διχόνοιαι, ὡς πρὸς τὴν ἐπικρατοῦσαν ἐπιδημίαν. Οἱ ἰατροὶ οὗτοι ἀποφαίνονται ἀμφο-τέρωθεν ὅτι πρόκειται περὶ χολέρας. <box>539 777 783 898</box>
silias-title: Η ΔΙΚΗ ΤΗΣ "ΣΙΛΙΑΣ,, <box>850 137 996 159</box>
ornament-icon: ∗∗ <box>386 1316 412 1332</box>
column-divider <box>530 54 531 2204</box>
agent-name: ΑΔΕΛΦΟΙ ΣΠΥΡΑΚΗ ΚΕΦΑΛΑΑ <box>827 678 1019 692</box>
column-5 <box>1057 54 1592 2204</box>
ad-line1b: ΓΑΛΟΠΟΥΛΟΥ <box>1158 1582 1388 1620</box>
paragraph: καὶ Σηλυβρίας, μὴ συμπεριλαμ-βανομένης ταύτης παραλίας. <box>277 55 521 88</box>
ornament-icon: ∗∗ <box>386 1957 412 1973</box>
service-section <box>14 1433 259 1577</box>
paragraph: Ὁ κ. Τσίμος κατεχειροκοτή-θη καὶ ἐδέχθη τὰ εὐχαριστήρια πάντων συγχαρητήρια μεθ' ὃ <box>539 1952 783 2003</box>
paragraph: Τηλεγραφοῦσιν εἰς τὴν «Ρούμελη» ἐκ Σκοπίων: <box>539 742 783 772</box>
paragraph: Ὁ Γαριβάλδης προετοιμάζεται νὰ ἐκστρατεύσῃ εἰς τὴν Νότιον Ἀλβανίαν πρὸς βοήθειαν τῶν ἐπαναστατῶν. <box>1061 659 1588 693</box>
privilege-title: ΤΟ ΠΡΟΝΟΜΙΑΚΟΝ ΖΗΤΗΜΑ <box>1180 334 1469 358</box>
ornament-icon: ⊶⊶⊷⊷ <box>627 1348 695 1364</box>
apola-title: ΑΠ' ΟΛΑ <box>873 569 973 597</box>
ornament-icon: ∗∗ <box>910 404 936 420</box>
idiaitera-sub2: ΥΠΟΥΡΓΙΚΗ ΚΡΙΣΙΣ <box>860 1187 986 1201</box>
health-subtitle: Μέτρα κατά τῆς χολέρας <box>42 315 231 330</box>
owner-label: ΙΔΙΟΚΤΗΤΗΣ ΚΑΙ ΔΙΕΥΘΥΝΤΗΣ <box>54 193 219 204</box>
patriarch-section <box>1061 232 1588 328</box>
